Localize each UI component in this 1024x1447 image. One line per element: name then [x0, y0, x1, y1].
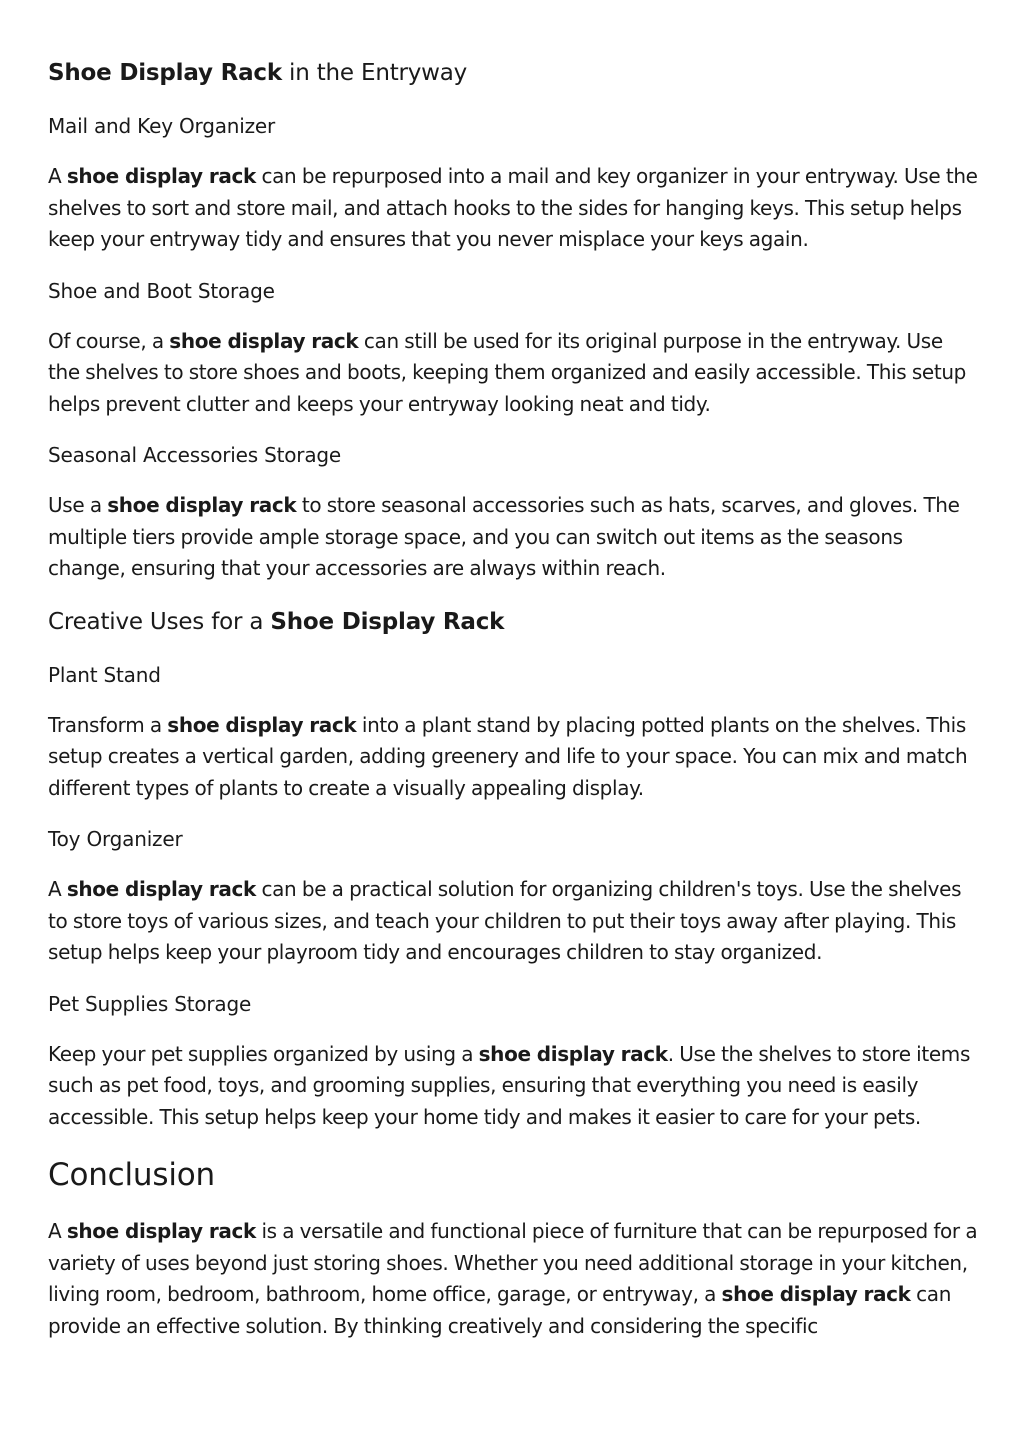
paragraph-text: into a plant stand by placing potted plants on the shelves. This setup creates a vertical garden, adding greenery and life to your space. You can mix and match different types of plants to create a visually appealing display. — [48, 712, 968, 800]
subheading-seasonal-accessories: Seasonal Accessories Storage — [48, 443, 341, 467]
paragraph-plant-stand — [48, 710, 978, 805]
section-heading-conclusion: Conclusion — [48, 1157, 215, 1193]
section-heading-entryway — [48, 56, 978, 90]
bold-keyword: shoe display rack — [167, 712, 357, 737]
paragraph-text: can provide an effective solution. By thinking creatively and considering the specific — [48, 1282, 952, 1338]
paragraph-text: to store seasonal accessories such as hats, scarves, and gloves. The multiple tiers provide ample storage space, and you can switch out items as the seasons change, ensuring that your accessories are always within reach. — [48, 493, 960, 580]
paragraph-text: . Use the shelves to store items such as pet food, toys, and grooming supplies, ensuring that everything you need is easily accessible. This setup helps keep your home tidy and makes it easier to care for your pets. — [48, 1041, 971, 1129]
paragraph-text: can be repurposed into a mail and key organizer in your entryway. Use the shelves to sort and store mail, and attach hooks to the sides for hanging keys. This setup helps keep your entryway tidy and ensures that you never misplace your keys again. — [48, 164, 978, 251]
bold-keyword: shoe display rack — [169, 328, 359, 353]
subheading-plant-stand: Plant Stand — [48, 662, 161, 687]
paragraph-text: A — [48, 877, 67, 901]
bold-keyword: shoe display rack — [66, 164, 256, 188]
heading-bold-keyword: Shoe Display Rack — [270, 608, 505, 635]
subheading-mail-key-organizer: Mail and Key Organizer — [48, 114, 276, 138]
paragraph-toy-organizer — [48, 874, 978, 969]
paragraph-text: A — [48, 1219, 67, 1243]
paragraph-text: can still be used for its original purpose in the entryway. Use the shelves to store shoes and boots, keeping them organized and easily accessible. This setup helps prevent clutter and keeps your entryway looking neat and tidy. — [48, 328, 967, 416]
paragraph-text: Use a — [48, 493, 108, 517]
subheading-toy-organizer: Toy Organizer — [48, 827, 183, 851]
heading-text: Creative Uses for a — [48, 608, 271, 635]
document-page — [48, 56, 978, 1362]
heading-bold-keyword: Shoe Display Rack — [48, 60, 282, 86]
paragraph-text: Transform a — [48, 712, 168, 737]
paragraph-text: A — [48, 164, 67, 188]
paragraph-pet-supplies — [48, 1039, 978, 1134]
paragraph-text: Keep your pet supplies organized by using a — [48, 1041, 479, 1066]
bold-keyword: shoe display rack — [66, 1219, 256, 1243]
bold-keyword: shoe display rack — [478, 1041, 668, 1066]
bold-keyword: shoe display rack — [721, 1282, 911, 1306]
bold-keyword: shoe display rack — [66, 877, 256, 901]
paragraph-seasonal-accessories — [48, 490, 978, 585]
paragraph-text: Of course, a — [48, 328, 170, 353]
paragraph-text: is a versatile and functional piece of furniture that can be repurposed for a variety of uses beyond just storing shoes. Whether you need additional storage in your kitchen, living room, bedroom, bathroom, home office, garage, or entryway, a — [48, 1219, 978, 1306]
heading-text: in the Entryway — [281, 60, 468, 86]
paragraph-text: can be a practical solution for organizing children's toys. Use the shelves to store toys of various sizes, and teach your children to put their toys away after playing. This setup helps keep your playroom tidy and encourages children to stay organized. — [48, 877, 962, 964]
section-heading-creative-uses — [48, 605, 978, 639]
subheading-shoe-boot-storage: Shoe and Boot Storage — [48, 278, 275, 303]
paragraph-shoe-boot-storage — [48, 326, 978, 421]
paragraph-mail-key-organizer — [48, 161, 978, 256]
subheading-pet-supplies: Pet Supplies Storage — [48, 991, 252, 1016]
paragraph-conclusion — [48, 1216, 978, 1342]
bold-keyword: shoe display rack — [107, 493, 297, 517]
